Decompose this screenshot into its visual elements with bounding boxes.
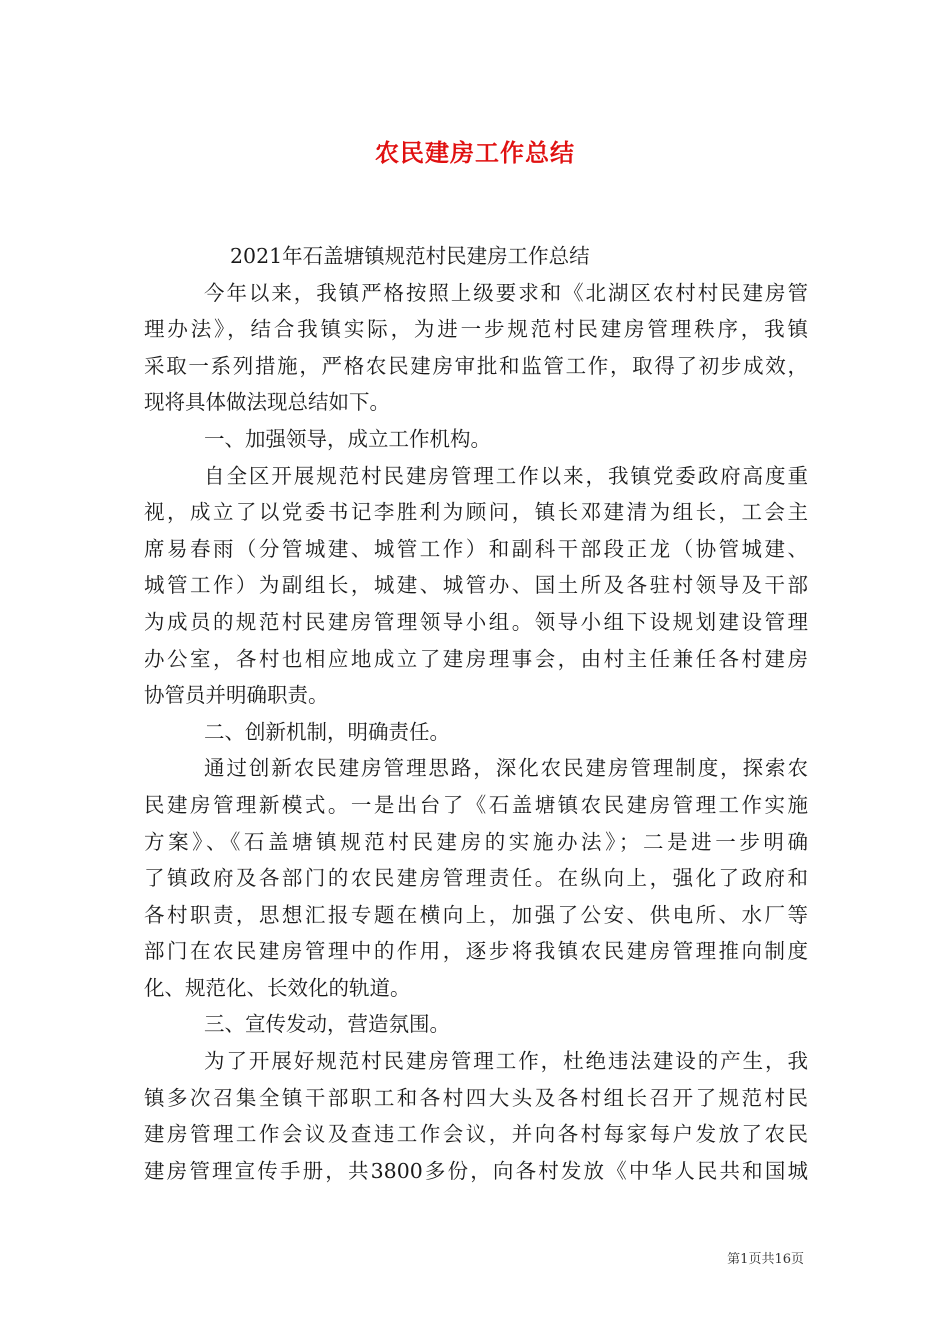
document-title: 农民建房工作总结 xyxy=(375,139,575,167)
paragraph-line: 通过创新农民建房管理思路，深化农民建房管理制度，探索农 xyxy=(204,756,808,781)
paragraph-line: 建房管理工作会议及查违工作会议，并向各村每家每户发放了农民 xyxy=(144,1122,808,1147)
section-heading: 二、创新机制，明确责任。 xyxy=(204,719,450,744)
paragraph-line: 办公室，各村也相应地成立了建房理事会，由村主任兼任各村建房 xyxy=(144,646,808,671)
document-subtitle: 2021年石盖塘镇规范村民建房工作总结 xyxy=(230,244,590,268)
paragraph-line: 方案》、《石盖塘镇规范村民建房的实施办法》；二是进一步明确 xyxy=(144,829,808,854)
paragraph-line: 各村职责，思想汇报专题在横向上，加强了公安、供电所、水厂等 xyxy=(144,902,808,927)
paragraph-line: 视，成立了以党委书记李胜利为顾问，镇长邓建清为组长，工会主 xyxy=(144,500,808,525)
page-number: 第1页共16页 xyxy=(727,1252,804,1267)
paragraph-line: 今年以来，我镇严格按照上级要求和《北湖区农村村民建房管 xyxy=(204,280,808,305)
section-heading: 一、加强领导，成立工作机构。 xyxy=(204,426,491,451)
paragraph-line: 现将具体做法现总结如下。 xyxy=(144,390,390,415)
paragraph-line: 化、规范化、长效化的轨道。 xyxy=(144,975,411,1000)
paragraph-line: 民建房管理新模式。一是出台了《石盖塘镇农民建房管理工作实施 xyxy=(144,792,808,817)
paragraph-line: 镇多次召集全镇干部职工和各村四大头及各村组长召开了规范村民 xyxy=(144,1085,808,1110)
paragraph-line: 建房管理宣传手册，共3800多份，向各村发放《中华人民共和国城 xyxy=(144,1158,808,1183)
paragraph-line: 理办法》，结合我镇实际，为进一步规范村民建房管理秩序，我镇 xyxy=(144,317,808,342)
paragraph-line: 采取一系列措施，严格农民建房审批和监管工作，取得了初步成效， xyxy=(144,353,808,378)
section-heading: 三、宣传发动，营造氛围。 xyxy=(204,1012,450,1037)
paragraph-line: 为成员的规范村民建房管理领导小组。领导小组下设规划建设管理 xyxy=(144,609,808,634)
paragraph-line: 了镇政府及各部门的农民建房管理责任。在纵向上，强化了政府和 xyxy=(144,866,808,891)
paragraph-line: 城管工作）为副组长，城建、城管办、国土所及各驻村领导及干部 xyxy=(144,573,808,598)
paragraph-line: 自全区开展规范村民建房管理工作以来，我镇党委政府高度重 xyxy=(204,463,808,488)
paragraph-line: 协管员并明确职责。 xyxy=(144,683,329,708)
document-body xyxy=(144,238,808,1189)
paragraph-line: 部门在农民建房管理中的作用，逐步将我镇农民建房管理推向制度 xyxy=(144,939,808,964)
paragraph-line: 为了开展好规范村民建房管理工作，杜绝违法建设的产生，我 xyxy=(204,1049,808,1074)
paragraph-line: 席易春雨（分管城建、城管工作）和副科干部段正龙（协管城建、 xyxy=(144,536,808,561)
